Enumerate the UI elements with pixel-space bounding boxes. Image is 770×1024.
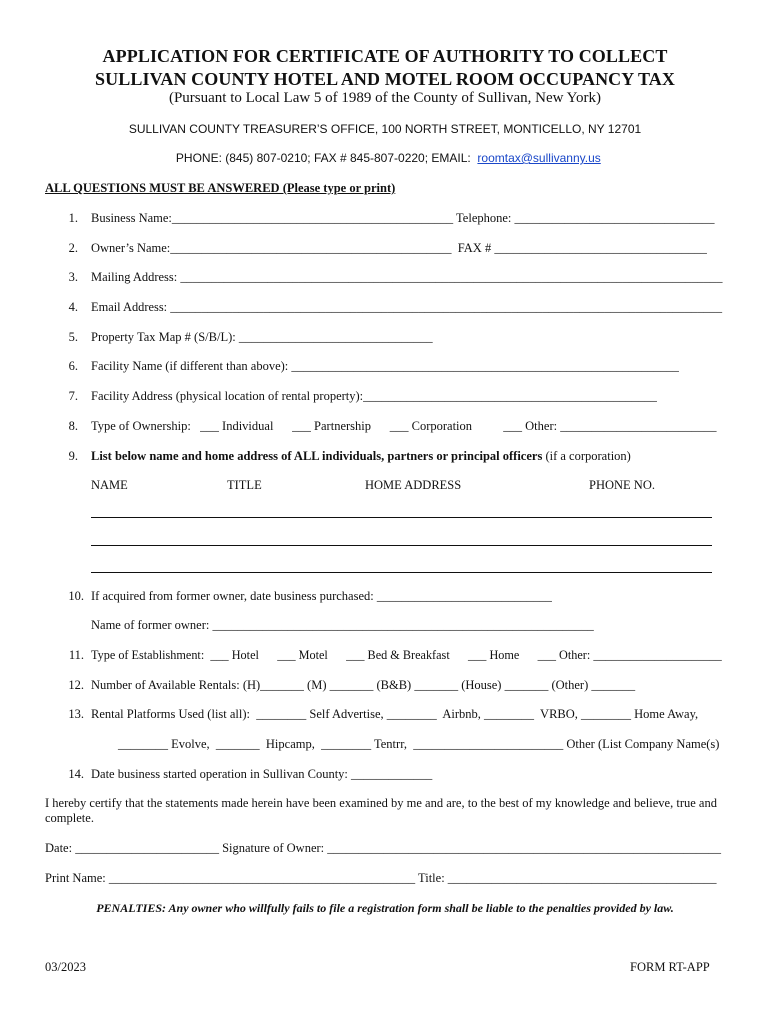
officer-row-line-3[interactable] xyxy=(91,572,712,573)
q7-number: 7. xyxy=(68,389,78,403)
facility-address-field[interactable]: Facility Address (physical location of rental property):_______________________________________________ xyxy=(91,389,657,403)
q10-number: 10. xyxy=(68,589,84,603)
business-name-field[interactable]: Business Name:_____________________________________________ Telephone: ________________________________ xyxy=(91,211,715,225)
mailing-address-field[interactable]: Mailing Address: _______________________________________________________________________________________ xyxy=(91,270,723,284)
q9-bold-text: List below name and home address of ALL individuals, partners or principal officers xyxy=(91,449,543,463)
q2-number: 2. xyxy=(68,241,78,255)
col-header-phone: PHONE NO. xyxy=(589,478,655,492)
q4-number: 4. xyxy=(68,300,78,314)
tax-map-field[interactable]: Property Tax Map # (S/B/L): _______________________________ xyxy=(91,330,433,344)
establishment-type-field[interactable]: Type of Establishment: ___ Hotel ___ Motel ___ Bed & Breakfast ___ Home ___ Other: _____________________ xyxy=(91,648,722,662)
instructions: ALL QUESTIONS MUST BE ANSWERED (Please type or print) xyxy=(45,181,396,195)
officer-row-line-2[interactable] xyxy=(91,545,712,546)
certification-text-1: I hereby certify that the statements made herein have been examined by me and are, to the best of my knowledge and believe, true and xyxy=(45,796,717,810)
ownership-type-field[interactable]: Type of Ownership: ___ Individual ___ Partnership ___ Corporation ___ Other: _________________________ xyxy=(91,419,717,433)
page-title-line-2: SULLIVAN COUNTY HOTEL AND MOTEL ROOM OCCUPANCY TAX xyxy=(95,69,675,89)
penalties-notice: PENALTIES: Any owner who willfully fails to file a registration form shall be liable to the penalties provided by law. xyxy=(96,901,674,915)
q12-number: 12. xyxy=(68,678,84,692)
q1-number: 1. xyxy=(68,211,78,225)
facility-name-field[interactable]: Facility Name (if different than above): ______________________________________________________________ xyxy=(91,359,679,373)
q8-number: 8. xyxy=(68,419,78,433)
officer-row-line-1[interactable] xyxy=(91,517,712,518)
q9-tail-text: (if a corporation) xyxy=(542,449,631,463)
contact-line xyxy=(0,137,770,165)
rental-platforms-field-2[interactable]: ________ Evolve, _______ Hipcamp, ________ Tentrr, ________________________ Other (List Company Name(s) xyxy=(118,737,720,751)
email-link[interactable]: roomtax@sullivanny.us xyxy=(477,151,601,165)
owner-name-field[interactable]: Owner’s Name:_____________________________________________ FAX # __________________________________ xyxy=(91,241,707,255)
q14-number: 14. xyxy=(68,767,84,781)
page-title-line-1: APPLICATION FOR CERTIFICATE OF AUTHORITY TO COLLECT xyxy=(102,46,668,66)
q9-number: 9. xyxy=(68,449,78,463)
certification-text-2: complete. xyxy=(45,811,94,825)
q3-number: 3. xyxy=(68,270,78,284)
footer-date: 03/2023 xyxy=(45,960,86,974)
col-header-name: NAME xyxy=(91,478,128,492)
office-address: SULLIVAN COUNTY TREASURER’S OFFICE, 100 NORTH STREET, MONTICELLO, NY 12701 xyxy=(128,122,642,136)
q5-number: 5. xyxy=(68,330,78,344)
contact-prefix: PHONE: (845) 807-0210; FAX # 845-807-0220; EMAIL: xyxy=(175,151,478,165)
available-rentals-field[interactable]: Number of Available Rentals: (H)_______ (M) _______ (B&B) _______ (House) _______ (Other) _______ xyxy=(91,678,636,692)
page-subtitle: (Pursuant to Local Law 5 of 1989 of the County of Sullivan, New York) xyxy=(168,90,602,106)
print-name-title-field[interactable]: Print Name: _________________________________________________ Title: ___________________________________________ xyxy=(45,871,717,885)
email-address-field[interactable]: Email Address: _________________________________________________________________________________________ xyxy=(91,300,723,314)
start-date-field[interactable]: Date business started operation in Sullivan County: _____________ xyxy=(91,767,433,781)
q9-label xyxy=(91,449,631,464)
date-signature-field[interactable]: Date: _______________________ Signature of Owner: _______________________________________________________________ xyxy=(45,841,722,855)
col-header-title: TITLE xyxy=(227,478,262,492)
q13-number: 13. xyxy=(68,707,84,721)
footer-form-id: FORM RT-APP xyxy=(630,960,710,974)
q11-number: 11. xyxy=(68,648,84,662)
date-purchased-field[interactable]: If acquired from former owner, date business purchased: ____________________________ xyxy=(91,589,552,603)
rental-platforms-field[interactable]: Rental Platforms Used (list all): ________ Self Advertise, ________ Airbnb, ________ VRBO, ________ Home Away, xyxy=(91,707,699,721)
col-header-home-address: HOME ADDRESS xyxy=(365,478,462,492)
former-owner-field[interactable]: Name of former owner: _____________________________________________________________ xyxy=(91,618,594,632)
q6-number: 6. xyxy=(68,359,78,373)
